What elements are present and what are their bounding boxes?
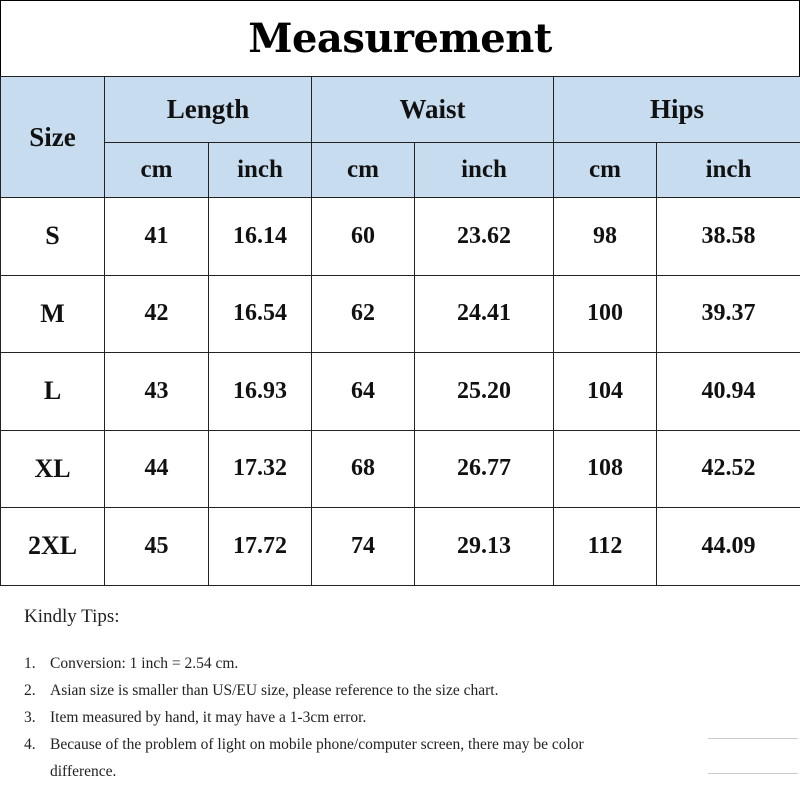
size-label: S: [1, 198, 105, 276]
table-row: [1, 198, 800, 276]
tip-text: Because of the problem of light on mobile phone/computer screen, there may be color difference.: [50, 736, 584, 780]
waist-cm-cell: 64: [312, 353, 415, 431]
tip-number: 4.: [24, 736, 36, 753]
length-header: Length: [105, 77, 312, 143]
waist-cm-cell: 74: [312, 508, 415, 586]
header-row: [1, 77, 800, 143]
size-label: XL: [1, 430, 105, 508]
length-inch-cell: 16.54: [209, 275, 312, 353]
waist-cm-unit: cm: [312, 143, 415, 198]
hips-header: Hips: [554, 77, 800, 143]
size-label: L: [1, 353, 105, 431]
waist-header: Waist: [312, 77, 554, 143]
waist-inch-cell: 24.41: [415, 275, 554, 353]
length-inch-cell: 16.14: [209, 198, 312, 276]
hips-inch-cell: 42.52: [657, 430, 800, 508]
tip-text: Conversion: 1 inch = 2.54 cm.: [50, 655, 239, 672]
hips-cm-cell: 100: [554, 275, 657, 353]
waist-inch-cell: 23.62: [415, 198, 554, 276]
table-row: [1, 275, 800, 353]
tips-title: Kindly Tips:: [24, 606, 120, 627]
size-label: 2XL: [1, 508, 105, 586]
waist-inch-unit: inch: [415, 143, 554, 198]
length-inch-cell: 17.72: [209, 508, 312, 586]
table-row: [1, 353, 800, 431]
list-item: [24, 731, 744, 785]
length-cm-unit: cm: [105, 143, 209, 198]
tip-text: Item measured by hand, it may have a 1-3cm error.: [50, 709, 367, 726]
hips-inch-unit: inch: [657, 143, 800, 198]
size-header: Size: [1, 77, 105, 198]
list-item: [24, 650, 744, 677]
hips-cm-cell: 98: [554, 198, 657, 276]
hips-inch-cell: 40.94: [657, 353, 800, 431]
tip-number: 1.: [24, 655, 36, 672]
size-chart-table: [0, 76, 800, 586]
tips-list: [24, 650, 744, 785]
length-cm-cell: 42: [105, 275, 209, 353]
waist-inch-cell: 26.77: [415, 430, 554, 508]
unit-row: [1, 143, 800, 198]
waist-inch-cell: 25.20: [415, 353, 554, 431]
divider-line: [708, 773, 798, 774]
length-cm-cell: 43: [105, 353, 209, 431]
length-cm-cell: 44: [105, 430, 209, 508]
hips-inch-cell: 38.58: [657, 198, 800, 276]
hips-inch-cell: 44.09: [657, 508, 800, 586]
length-cm-cell: 45: [105, 508, 209, 586]
waist-cm-cell: 68: [312, 430, 415, 508]
page-title: Measurement: [0, 0, 800, 76]
hips-cm-cell: 112: [554, 508, 657, 586]
size-label: M: [1, 275, 105, 353]
divider-line: [708, 738, 798, 739]
length-cm-cell: 41: [105, 198, 209, 276]
hips-cm-unit: cm: [554, 143, 657, 198]
tip-text: Asian size is smaller than US/EU size, please reference to the size chart.: [50, 682, 499, 699]
hips-inch-cell: 39.37: [657, 275, 800, 353]
length-inch-unit: inch: [209, 143, 312, 198]
list-item: [24, 704, 744, 731]
tip-number: 2.: [24, 682, 36, 699]
length-inch-cell: 16.93: [209, 353, 312, 431]
table-row: [1, 508, 800, 586]
tip-number: 3.: [24, 709, 36, 726]
length-inch-cell: 17.32: [209, 430, 312, 508]
waist-cm-cell: 60: [312, 198, 415, 276]
hips-cm-cell: 104: [554, 353, 657, 431]
list-item: [24, 677, 744, 704]
hips-cm-cell: 108: [554, 430, 657, 508]
table-row: [1, 430, 800, 508]
waist-cm-cell: 62: [312, 275, 415, 353]
kindly-tips: [24, 606, 744, 785]
waist-inch-cell: 29.13: [415, 508, 554, 586]
